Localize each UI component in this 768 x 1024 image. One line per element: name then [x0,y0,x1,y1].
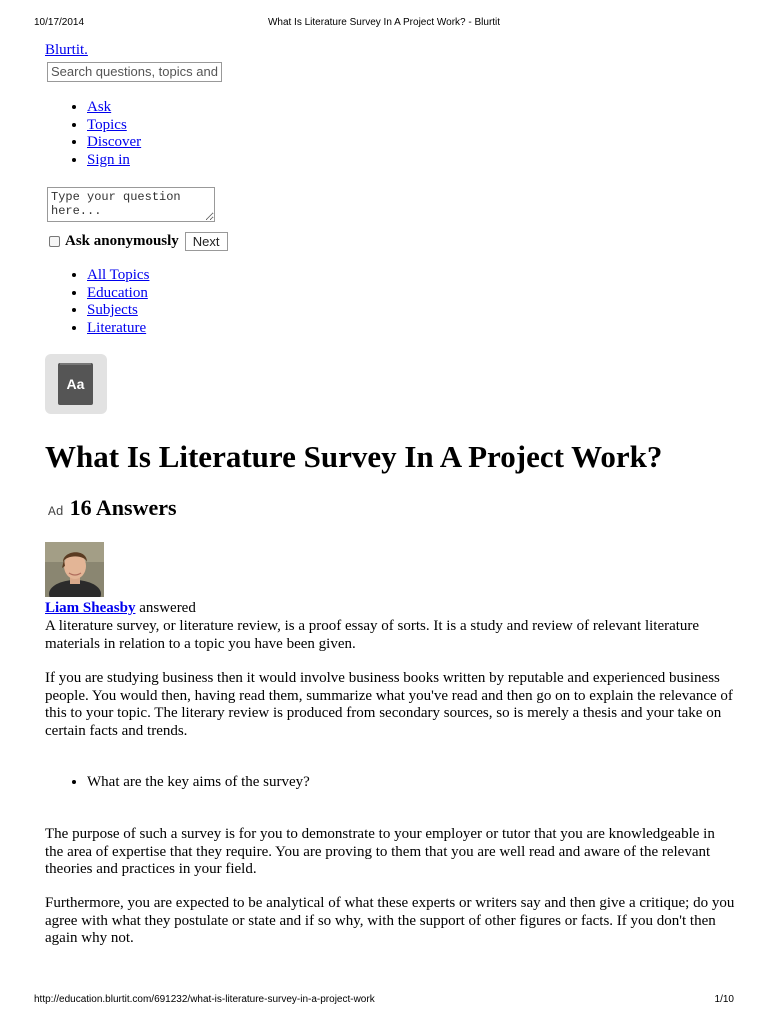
answers-header [48,495,177,521]
site-logo-link[interactable]: Blurtit. [45,42,88,58]
breadcrumb-link-literature[interactable]: Literature [87,319,147,336]
answer-paragraph: The purpose of such a survey is for you to demonstrate to your employer or tutor that you are knowledgeable in the area of expertise that they require. You are proving to them that you are well read and aware of the relevant theories and practices in your field. [45,826,715,877]
breadcrumb-link-education[interactable]: Education [87,284,148,301]
author-link[interactable]: Liam Sheasby [45,600,136,616]
nav-link-topics[interactable]: Topics [87,116,127,133]
answer-author-row [45,600,196,617]
breadcrumb-link-all-topics[interactable]: All Topics [87,267,150,283]
answer-bullet-list [45,774,310,792]
search-input[interactable]: Search questions, topics and [47,62,222,82]
next-button[interactable]: Next [185,232,228,251]
avatar-photo [45,542,104,597]
print-url: http://education.blurtit.com/691232/what-is-literature-survey-in-a-project-work [34,994,375,1005]
breadcrumb-item-education [87,285,149,303]
main-nav [45,99,141,169]
question-title: What Is Literature Survey In A Project Work? [45,439,663,474]
breadcrumb [45,267,149,337]
nav-link-ask[interactable]: Ask [87,99,112,115]
nav-item-topics [87,117,141,135]
answered-label: answered [135,600,196,616]
nav-item-discover [87,134,141,152]
ask-anonymously-label: Ask anonymously [65,232,179,249]
nav-item-ask [87,99,141,117]
answer-body [45,618,735,946]
ask-anonymously-checkbox[interactable] [49,236,60,247]
answer-paragraph: Furthermore, you are expected to be analytical of what these experts or writers say and then give a critique; do you agree with what they postulate or state and if so why, with the support of other figures or facts. If you don't then again why not. [45,895,735,946]
topic-tile[interactable] [45,354,107,414]
breadcrumb-item-literature [87,320,149,338]
nav-item-sign-in [87,152,141,170]
ask-options-row [49,230,228,252]
breadcrumb-item-subjects [87,302,149,320]
print-page-number: 1/10 [714,994,734,1005]
print-page-title: What Is Literature Survey In A Project Work? - Blurtit [267,17,501,28]
print-date: 10/17/2014 [34,17,85,28]
breadcrumb-item-all-topics [87,267,149,285]
ad-label: Ad [48,504,64,519]
breadcrumb-link-subjects[interactable]: Subjects [87,302,138,318]
nav-link-discover[interactable]: Discover [87,134,142,150]
answer-paragraph: A literature survey, or literature review, is a proof essay of sorts. It is a study and review of relevant literature materials in relation to a topic you have been given. [45,618,700,652]
print-header [0,17,768,31]
question-textarea[interactable]: Type your question here... [47,187,215,222]
nav-link-sign-in[interactable]: Sign in [87,151,130,168]
answer-paragraph: If you are studying business then it would involve business books written by reputable and experienced business people. You would then, having read them, summarize what you've read and then go on to explain the relevance of this to your topic. The literary review is produced from secondary sources, so is merely a thesis and your take on certain facts and trends. [45,670,733,739]
avatar[interactable] [45,542,104,597]
print-footer [0,994,768,1008]
answer-bullet-item: • What are the key aims of the survey? [87,774,310,792]
answer-count: 16 Answers [69,495,177,520]
book-icon: Aa [58,363,93,405]
